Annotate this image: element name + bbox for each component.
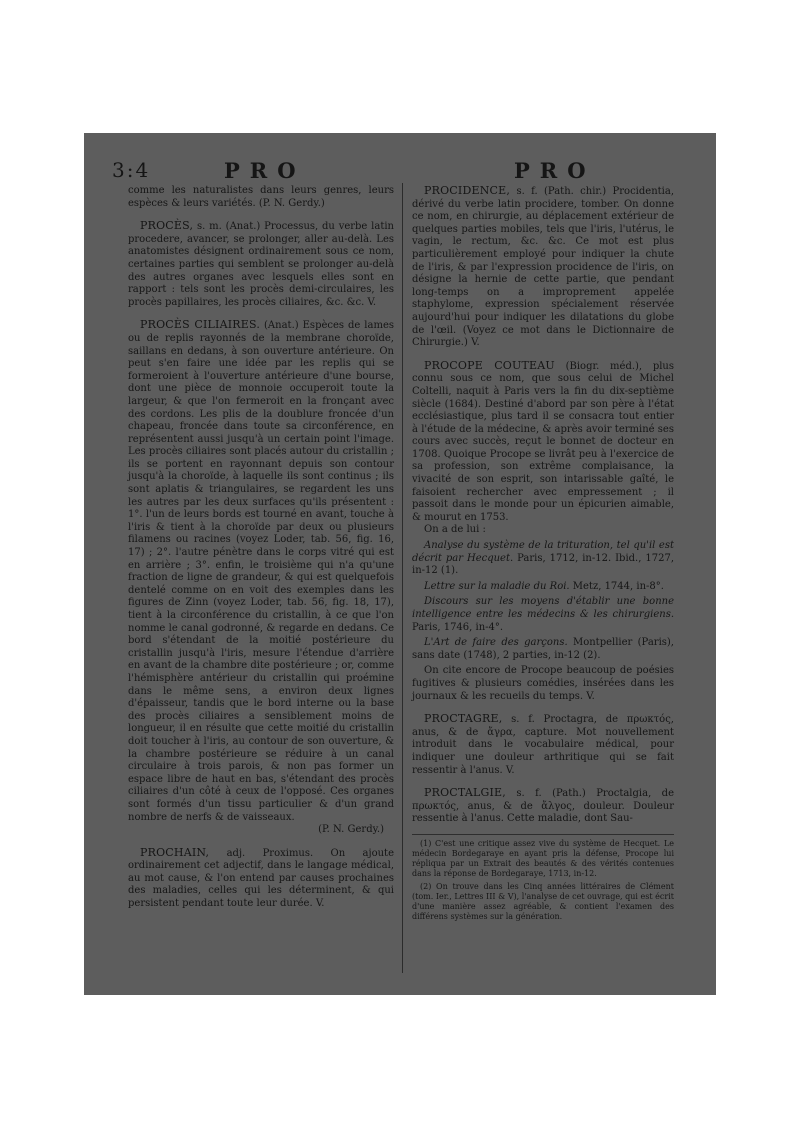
running-head-left: PRO xyxy=(224,158,306,183)
left-column xyxy=(128,185,394,921)
author-signature: (P. N. Gerdy.) xyxy=(318,824,384,836)
entry-body: s. f. (Path. chir.) Procidentia, dérivé du verbe latin procidere, tomber. On donne ce nom, en chirurgie, au déplacement extérieur de quelques parties mobiles, tels que l'iris, l'utérus, le vagin, le rectum, &c. &c. Ce mot est plus particulièrement employé pour indiquer la chute de l'iris, & par l'expression procidence de l'iris, on désigne la hernie de cette partie, que pendant long-temps on a improprement appelée staphylome, expression spécialement réservée aujourd'hui pour indiquer les dilatations du globe de l'œil. (Voyez ce mot dans le Dictionnaire de Chirurgie.) V. xyxy=(412,186,674,349)
entry-procope xyxy=(412,360,674,525)
column-divider xyxy=(402,183,403,973)
work-item xyxy=(412,540,674,578)
entry-headword: PROCOPE COUTEAU xyxy=(424,358,555,372)
entry-prochain xyxy=(128,847,394,911)
entry-headword: PROCTALGIE, xyxy=(424,786,506,800)
work-item xyxy=(412,637,674,662)
work-title: L'Art de faire des garçons. xyxy=(424,637,568,649)
entry-headword: PROCTAGRE, xyxy=(424,712,503,726)
entry-proctalgie xyxy=(412,787,674,826)
entry-body: s. m. (Anat.) Processus, du verbe latin procedere, avancer, se prolonger, aller au-delà. Les anatomistes désignent ordinairement sous ce nom, certaines parties qui semblent se prolonger au-delà des autres organes avec lesquels elles sont en rapport : tels sont les procès demi-circulaires, les procès papillaires, les procès ciliaires, &c. &c. V. xyxy=(128,221,395,308)
entry-body: s. f. Proctagra, de πρωκτός, anus, & de ἄγρα, capture. Mot nouvellement introduit dans le vocabulaire médical, pour indiquer une douleur arthritique qui se fait ressentir à l'anus. V. xyxy=(412,714,674,776)
footnote-1: (1) C'est une critique assez vive du système de Hecquet. Le médecin Bordegaraye en ayant pris la défense, Procope lui répliqua par un Extrait des beautés & des vérités contenues dans la réponse de Bordegaraye, 1713, in-12. xyxy=(412,838,674,878)
work-title: Discours sur les moyens d'établir une bonne intelligence entre les médecins & les chirurgiens. xyxy=(412,596,674,620)
work-title: Analyse du système de la trituration, tel qu'il est décrit par Hecquet. xyxy=(412,540,674,564)
work-details: Paris, 1746, in-4°. xyxy=(412,621,504,633)
work-details: Metz, 1744, in-8°. xyxy=(569,580,664,592)
continuation-text: comme les naturalistes dans leurs genres, leurs espèces & leurs variétés. (P. N. Gerdy.) xyxy=(128,185,394,209)
entry-body: adj. Proximus. On ajoute ordinairement cet adjectif, dans le langage médical, au mot cause, & l'on entend par causes prochaines des maladies, celles qui les déterminent, & qui persistent pendant toute leur durée. V. xyxy=(128,847,394,910)
entry-proctagre xyxy=(412,713,674,777)
running-head-right: PRO xyxy=(514,158,596,183)
works-note: On cite encore de Procope beaucoup de poésies fugitives & plusieurs comédies, insérées dans les journaux & les recueils du temps. V. xyxy=(412,665,674,702)
entry-body: (Biogr. méd.), plus connu sous ce nom, que sous celui de Michel Coltelli, naquit à Paris vers la fin du dix-septième siècle (1684). Destiné d'abord par son père à l'état ecclésiastique, plus tard il se consacra tout entier à l'étude de la médecine, & après avoir terminé ses cours avec succès, reçut le bonnet de docteur en 1708. Quoique Procope se livrât peu à l'exercice de sa profession, son extrême complaisance, la vivacité de son esprit, son intarissable gaîté, le faisoient rechercher avec empressement ; il passoit dans le monde pour un épicurien aimable, & mourut en 1753. xyxy=(412,360,674,523)
footnote-2: (2) On trouve dans les Cinq années littéraires de Clément (tom. Ier., Lettres III & V), l'analyse de cet ouvrage, qui est écrit d'une manière assez agréable, & contient l'examen des différens systèmes sur la génération. xyxy=(412,881,674,921)
work-item xyxy=(412,596,674,634)
work-details: Paris, 1712, in-12. Ibid., 1727, in-12 (1). xyxy=(412,552,674,577)
work-title: Lettre sur la maladie du Roi. xyxy=(424,580,570,592)
entry-headword: PROCIDENCE, xyxy=(424,184,511,197)
scanned-page xyxy=(84,133,716,995)
work-details: Montpellier (Paris), sans date (1748), 2 parties, in-12 (2). xyxy=(412,637,674,661)
entry-headword: PROCHAIN, xyxy=(140,845,210,859)
page-number: 3:4 xyxy=(112,158,151,182)
work-item xyxy=(412,581,674,594)
entry-proces-ciliaires xyxy=(128,319,394,824)
page-header xyxy=(84,133,716,183)
entry-procidence xyxy=(412,185,674,350)
entry-body: (Anat.) Espèces de lames ou de replis rayonnés de la membrane choroïde, saillans en dedans, à son ouverture antérieure. On peut s'en faire une idée par les replis qui se formeroient à l'ouverture antérieure d'une bourse, dont une pièce de monnoie occuperoit toute la largeur, & que l'on fermeroit en la fronçant avec des cordons. Les plis de la doublure froncée d'un chapeau, froncée dans toute sa circonférence, en représentent aussi jusqu'à un certain point l'image. Les procès ciliaires sont placés autour du cristallin ; ils se portent en rayonnant depuis son contour jusqu'à la choroïde, à laquelle ils sont continus ; ils sont aplatis & triangulaires, se regardent les uns les autres par les deux surfaces qu'ils présentent : 1°. l'un de leurs bords est tourné en avant, touche à l'iris & tient à la choroïde par deux ou plusieurs filamens ou racines (voyez Loder, tab. 56, fig. 16, 17) ; 2°. l'autre pénètre dans le corps vitré qui est en arrière ; 3°. enfin, le troisième qui n'a qu'une fraction de ligne de grandeur, & qui est quelquefois dentelé comme on en voit des exemples dans les figures de Zinn (voyez Loder, tab. 56, fig. 18, 17), tient à la circonférence du cristallin, à ce que l'on nomme le canal godronné, & regarde en dedans. Ce bord s'étendant de la moitié postérieure du cristallin jusqu'à l'iris, mesure l'étendue d'arrière en avant de la chambre dite postérieure ; or, comme l'hémisphère antérieur du cristallin qui proémine dans le même sens, a environ deux lignes d'épaisseur, tandis que le bord interne ou la base des procès ciliaires a sensiblement moins de longueur, il en résulte que cette moitié du cristallin doit toucher à l'iris, au contour de son ouverture, & la chambre postérieure se réduire à un canal circulaire à trois parois, & non pas former un espace libre de haut en bas, s'étendant des procès ciliaires d'un côté à ceux de l'opposé. Ces organes sont formés d'un tissu particulier & d'un grand nombre de nerfs & de vaisseaux. xyxy=(128,320,395,823)
entry-proces xyxy=(128,220,394,309)
entry-body: s. f. (Path.) Proctalgia, de πρωκτός, anus, & de ἄλγος, douleur. Douleur ressentie à l'anus. Cette maladie, dont Sau- xyxy=(412,788,674,825)
works-intro: On a de lui : xyxy=(424,524,486,536)
entry-headword: PROCÈS, xyxy=(140,219,194,233)
footnotes xyxy=(412,834,674,922)
right-column xyxy=(412,185,674,925)
entry-headword: PROCÈS CILIAIRES. xyxy=(140,318,261,332)
